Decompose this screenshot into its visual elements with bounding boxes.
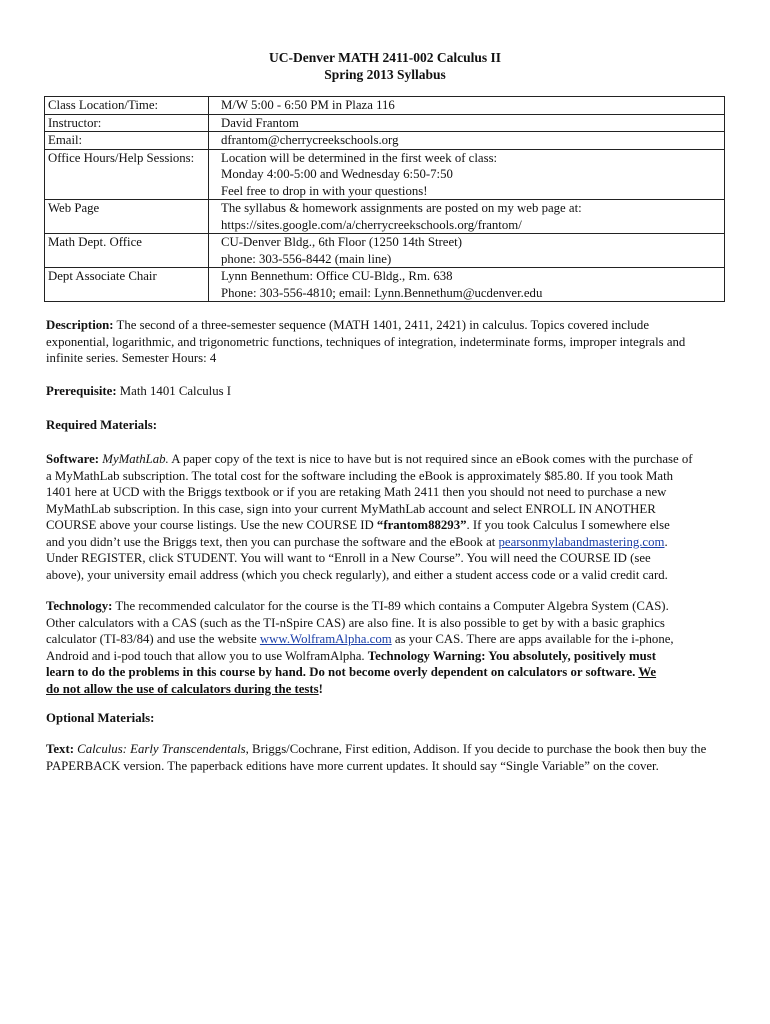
office-hours-line: Location will be determined in the first week of class:: [221, 150, 498, 165]
technology-text: The recommended calculator for the course is the TI-89 which contains a Computer Algebra System (CAS).: [112, 599, 669, 613]
associate-chair-label: Dept Associate Chair: [45, 268, 209, 302]
text-section: [46, 741, 726, 774]
wolframalpha-link[interactable]: www.WolframAlpha.com: [259, 632, 392, 646]
associate-chair-line: Phone: 303-556-4810; email: Lynn.Bennethum@ucdenver.edu: [221, 285, 543, 300]
web-page-value: [209, 200, 725, 234]
math-dept-line: CU-Denver Bldg., 6th Floor (1250 14th Street): [221, 235, 462, 249]
required-materials-heading: Required Materials:: [46, 418, 158, 432]
software-text: Under REGISTER, click STUDENT. You will want to “Enroll in a New Course”. You will need the COURSE ID (see: [46, 551, 651, 565]
pearson-link[interactable]: pearsonmylabandmastering.com: [498, 534, 665, 549]
prerequisite-heading: Prerequisite:: [46, 384, 117, 398]
prerequisite-section: [46, 383, 726, 400]
optional-materials-heading: Optional Materials:: [46, 711, 155, 725]
office-hours-value: [209, 149, 725, 200]
software-text: . If you took Calculus I somewhere else: [466, 518, 670, 532]
syllabus-subtitle: Spring 2013 Syllabus: [324, 67, 446, 82]
office-hours-label: Office Hours/Help Sessions:: [45, 149, 209, 200]
technology-warning-underlined: do not allow the use of calculators during the tests: [46, 681, 319, 696]
technology-text: Android and i-pod touch that allow you to use WolframAlpha.: [46, 648, 368, 663]
textbook-title: Calculus: Early Transcendentals: [77, 742, 246, 756]
software-text: .: [664, 534, 668, 549]
technology-text: as your CAS. There are apps available for the i-phone,: [391, 632, 674, 646]
instructor-value: David Frantom: [209, 114, 725, 132]
email-label: Email:: [45, 132, 209, 150]
description-text: The second of a three-semester sequence (MATH 1401, 2411, 2421) in calculus. Topics covered include: [113, 318, 649, 332]
math-dept-value: [209, 234, 725, 268]
prerequisite-text: Math 1401 Calculus I: [116, 384, 232, 398]
software-text: COURSE above your course listings. Use the new COURSE ID: [46, 518, 377, 532]
technology-warning-underlined: We: [638, 665, 657, 679]
technology-text: Other calculators with a CAS (such as the TI-nSpire CAS) are also fine. It is also possible to get by with a basic graphics: [46, 615, 665, 630]
software-text: and you didn’t use the Briggs text, then you can purchase the software and the eBook at: [46, 534, 499, 549]
description-heading: Description:: [46, 318, 114, 332]
math-dept-line: phone: 303-556-8442 (main line): [221, 251, 392, 266]
software-product: MyMathLab.: [102, 452, 169, 466]
course-id: “frantom88293”: [376, 518, 467, 532]
web-page-url: https://sites.google.com/a/cherrycreekschools.org/frantom/: [221, 217, 522, 232]
software-text: MyMathLab subscription. In this case, sign into your current MyMathLab account and select ENROLL IN ANOTHER: [46, 501, 656, 516]
description-section: [46, 317, 726, 367]
description-text: exponential, logarithmic, and trigonometric functions, techniques of integration, indeterminate forms, improper integrals and: [46, 334, 686, 349]
technology-warning: !: [318, 681, 323, 696]
technology-text: calculator (TI-83/84) and use the website: [46, 632, 260, 646]
math-dept-label: Math Dept. Office: [45, 234, 209, 268]
software-text: above), your university email address (which you check regularly), and either a student access code or a valid credit card.: [46, 567, 668, 582]
technology-warning: learn to do the problems in this course by hand. Do not become overly dependent on calculators or software.: [46, 665, 639, 679]
instructor-label: Instructor:: [45, 114, 209, 132]
description-text: infinite series. Semester Hours: 4: [46, 351, 217, 365]
class-location-label: Class Location/Time:: [45, 97, 209, 115]
web-page-label: Web Page: [45, 200, 209, 234]
web-page-line: The syllabus & homework assignments are posted on my web page at:: [221, 201, 582, 215]
technology-heading: Technology:: [46, 599, 113, 613]
class-location-value: M/W 5:00 - 6:50 PM in Plaza 116: [209, 97, 725, 115]
office-hours-line: Feel free to drop in with your questions!: [221, 183, 428, 198]
associate-chair-line: Lynn Bennethum: Office CU-Bldg., Rm. 638: [221, 269, 453, 283]
text-text: , Briggs/Cochrane, First edition, Addison. If you decide to purchase the book then buy the: [245, 742, 707, 756]
course-info-table: [44, 96, 725, 302]
software-text: A paper copy of the text is nice to have but is not required since an eBook comes with the purchase of: [168, 452, 693, 466]
software-heading: Software:: [46, 452, 100, 466]
technology-warning: Technology Warning: You absolutely, positively must: [367, 648, 657, 663]
associate-chair-value: [209, 268, 725, 302]
text-heading: Text:: [46, 742, 74, 756]
software-text: a MyMathLab subscription. The total cost for the software including the eBook is approximately $85.80. If you took Math: [46, 468, 674, 483]
technology-section: [46, 598, 726, 697]
office-hours-line: Monday 4:00-5:00 and Wednesday 6:50-7:50: [221, 167, 453, 181]
software-text: 1401 here at UCD with the Briggs textbook or if you are retaking Math 2411 then you should not need to purchase a new: [46, 485, 667, 499]
syllabus-title: UC-Denver MATH 2411-002 Calculus II: [269, 50, 501, 65]
email-value: dfrantom@cherrycreekschools.org: [209, 132, 725, 150]
software-section: [46, 451, 726, 583]
text-text: PAPERBACK version. The paperback editions have more current updates. It should say “Single Variable” on the cover.: [46, 758, 659, 773]
